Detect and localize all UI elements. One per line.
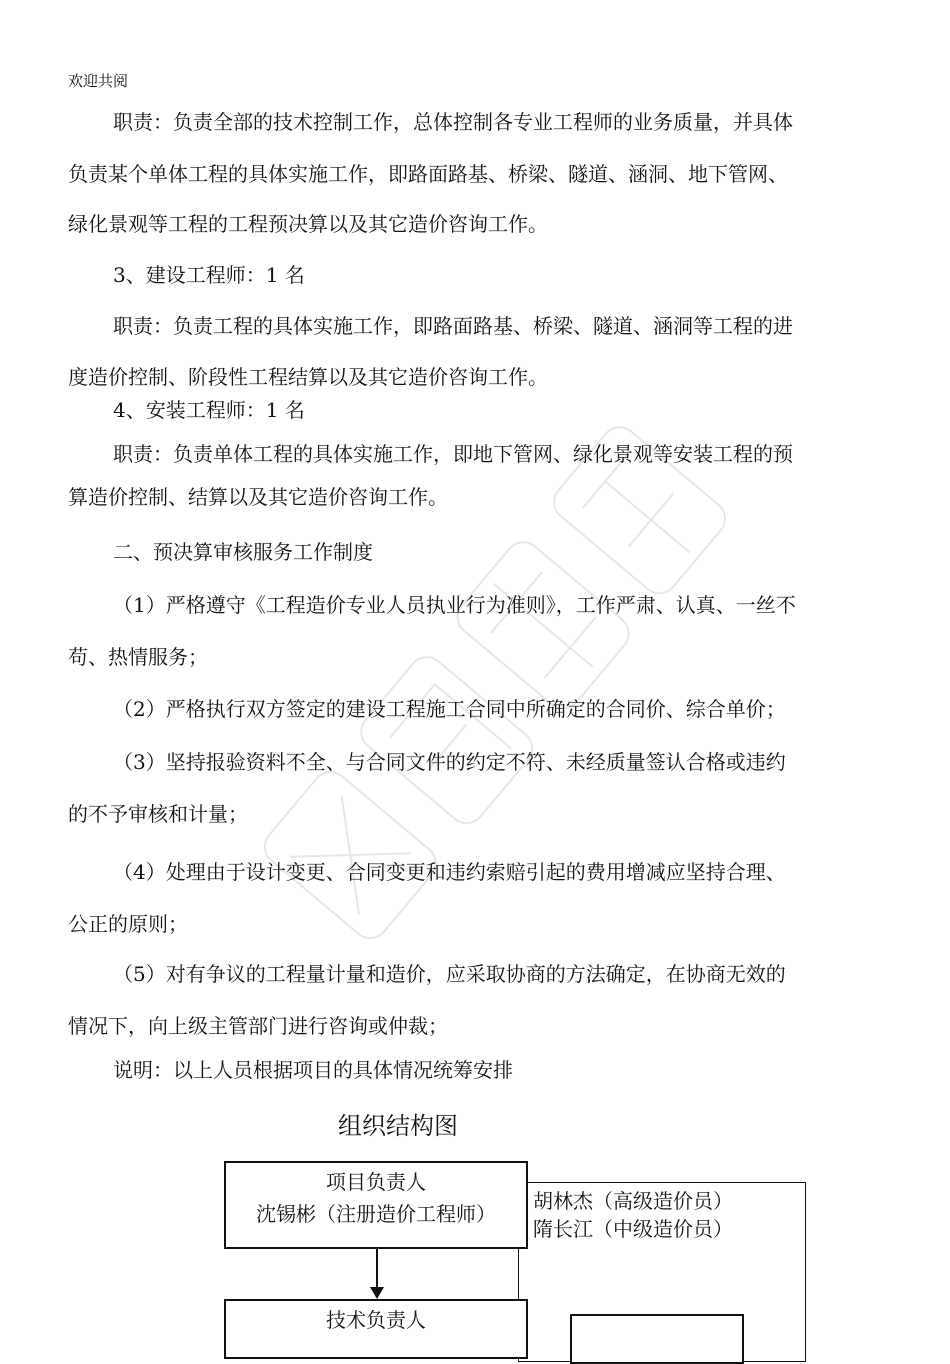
paragraph-line: 的不予审核和计量； — [68, 802, 248, 826]
staff-line-1: 胡林杰（高级造价员） — [533, 1189, 733, 1213]
paragraph-line: （2）严格执行双方签定的建设工程施工合同中所确定的合同价、综合单价； — [113, 697, 786, 721]
paragraph-line: （3）坚持报验资料不全、与合同文件的约定不符、未经质量签认合格或违约 — [113, 750, 786, 774]
paragraph-line: （4）处理由于设计变更、合同变更和违约索赔引起的费用增减应坚持合理、 — [113, 860, 786, 884]
paragraph-line: 负责某个单体工程的具体实施工作，即路面路基、桥梁、隧道、涵洞、地下管网、 — [68, 162, 788, 186]
note-line: 说明：以上人员根据项目的具体情况统筹安排 — [113, 1058, 513, 1082]
paragraph-line: 绿化景观等工程的工程预决算以及其它造价咨询工作。 — [68, 212, 548, 236]
paragraph-line: 度造价控制、阶段性工程结算以及其它造价咨询工作。 — [68, 365, 548, 389]
sub-box — [570, 1314, 744, 1364]
paragraph-line: 职责：负责工程的具体实施工作，即路面路基、桥梁、隧道、涵洞等工程的进 — [113, 314, 793, 338]
paragraph-line: 情况下，向上级主管部门进行咨询或仲裁； — [68, 1014, 448, 1038]
connector-line — [376, 1249, 378, 1291]
paragraph-line: 公正的原则； — [68, 912, 188, 936]
project-lead-role: 项目负责人 — [326, 1170, 426, 1194]
org-chart-title: 组织结构图 — [338, 1112, 458, 1140]
section-heading: 3、建设工程师：1 名 — [113, 263, 305, 287]
paragraph-line: （1）严格遵守《工程造价专业人员执业行为准则》，工作严肃、认真、一丝不 — [113, 593, 796, 617]
project-lead-name: 沈锡彬（注册造价工程师） — [256, 1202, 496, 1226]
paragraph-line: 职责：负责单体工程的具体实施工作，即地下管网、绿化景观等安装工程的预 — [113, 442, 793, 466]
arrow-down-icon — [370, 1287, 384, 1299]
section-heading: 二、预决算审核服务工作制度 — [113, 540, 373, 564]
page-header: 欢迎共阅 — [68, 72, 129, 90]
paragraph-line: 苟、热情服务； — [68, 645, 208, 669]
staff-line-2: 隋长江（中级造价员） — [533, 1217, 733, 1241]
section-heading: 4、安装工程师：1 名 — [113, 398, 305, 422]
paragraph-line: 算造价控制、结算以及其它造价咨询工作。 — [68, 485, 448, 509]
paragraph-line: （5）对有争议的工程量计量和造价，应采取协商的方法确定，在协商无效的 — [113, 962, 786, 986]
tech-lead-role: 技术负责人 — [326, 1308, 426, 1332]
paragraph-line: 职责：负责全部的技术控制工作，总体控制各专业工程师的业务质量，并具体 — [113, 110, 793, 134]
